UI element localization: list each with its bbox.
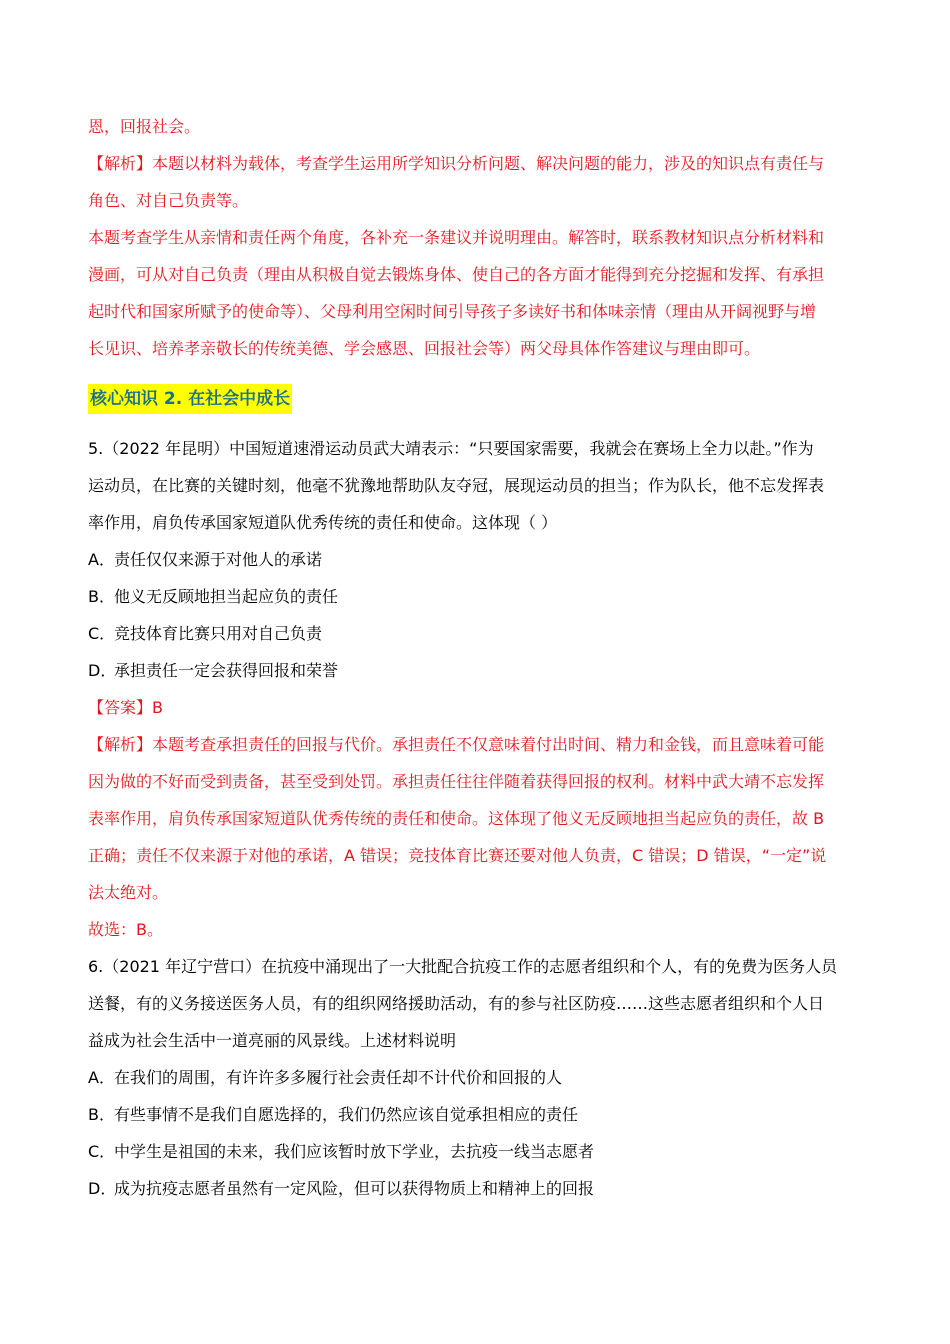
q4-analysis-line: 本题考查学生从亲情和责任两个角度，各补充一条建议并说明理由。解答时，联系教材知识点分析材料和	[88, 228, 825, 247]
option-text: 成为抗疫志愿者虽然有一定风险，但可以获得物质上和精神上的回报	[114, 1179, 595, 1198]
option-letter: A．	[88, 1068, 115, 1087]
q5-choice: 故选：B。	[88, 920, 163, 939]
q6-option-a	[88, 1059, 868, 1096]
q5-stem-line: 率作用，肩负传承国家短道队优秀传统的责任和使命。这体现（ ）	[88, 513, 558, 532]
option-text: 竞技体育比赛只用对自己负责	[114, 624, 323, 643]
q6-option-c	[88, 1133, 868, 1170]
q5-analysis-line: 表率作用，肩负传承国家短道队优秀传统的责任和使命。这体现了他义无反顾地担当起应负的责任，故 B	[88, 809, 825, 828]
q4-analysis-line: 角色、对自己负责等。	[88, 191, 249, 210]
q5-analysis-line: 因为做的不好而受到责备，甚至受到处罚。承担责任往往伴随着获得回报的权利。材料中武大靖不忘发挥	[88, 772, 825, 791]
option-text: 中学生是祖国的未来，我们应该暂时放下学业，去抗疫一线当志愿者	[114, 1142, 595, 1161]
q4-analysis-line: 长见识、培养孝亲敬长的传统美德、学会感恩、回报社会等）两父母具体作答建议与理由即可。	[88, 339, 761, 358]
option-letter: A．	[88, 550, 115, 569]
q6-option-b	[88, 1096, 868, 1133]
q5-option-c	[88, 615, 868, 652]
q5-option-b	[88, 578, 868, 615]
q6-stem-line: 益成为社会生活中一道亮丽的风景线。上述材料说明	[88, 1031, 457, 1050]
document-page	[88, 108, 868, 1207]
option-text: 责任仅仅来源于对他人的承诺	[114, 550, 323, 569]
q5-analysis-line: 正确；责任不仅来源于对他的承诺，A 错误；竞技体育比赛还要对他人负责，C 错误；D 错误，“一定”说	[88, 846, 827, 865]
q5-stem-line: 5.（2022 年昆明）中国短道速滑运动员武大靖表示：“只要国家需要，我就会在赛场上全力以赴。”作为	[88, 439, 814, 458]
option-text: 在我们的周围，有许许多多履行社会责任却不计代价和回报的人	[114, 1068, 563, 1087]
q5-stem-line: 运动员，在比赛的关键时刻，他毫不犹豫地帮助队友夺冠，展现运动员的担当；作为队长，他不忘发挥表	[88, 476, 825, 495]
option-letter: D．	[88, 661, 117, 680]
option-letter: C．	[88, 624, 116, 643]
option-text: 承担责任一定会获得回报和荣誉	[114, 661, 339, 680]
option-text: 有些事情不是我们自愿选择的，我们仍然应该自觉承担相应的责任	[114, 1105, 579, 1124]
section-heading: 核心知识 2. 在社会中成长	[88, 384, 292, 414]
q4-analysis-line: 起时代和国家所赋予的使命等）、父母利用空闲时间引导孩子多读好书和体味亲情（理由从开阔视野与增	[88, 302, 817, 321]
q6-stem-line: 送餐，有的义务接送医务人员，有的组织网络援助活动，有的参与社区防疫……这些志愿者组织和个人日	[88, 994, 825, 1013]
option-letter: B．	[88, 587, 115, 606]
q6-stem-line: 6.（2021 年辽宁营口）在抗疫中涌现出了一大批配合抗疫工作的志愿者组织和个人，有的免费为医务人员	[88, 957, 838, 976]
option-letter: D．	[88, 1179, 117, 1198]
section-heading-row	[88, 380, 868, 417]
q5-option-a	[88, 541, 868, 578]
q4-answer-tail: 恩，回报社会。	[88, 117, 201, 136]
option-letter: B．	[88, 1105, 115, 1124]
q4-analysis-line: 漫画，可从对自己负责（理由从积极自觉去锻炼身体、使自己的各方面才能得到充分挖掘和发挥、有承担	[88, 265, 825, 284]
q5-answer: 【答案】B	[88, 698, 163, 717]
q6-option-d	[88, 1170, 868, 1207]
option-text: 他义无反顾地担当起应负的责任	[114, 587, 339, 606]
q4-analysis-line: 【解析】本题以材料为载体，考查学生运用所学知识分析问题、解决问题的能力，涉及的知识点有责任与	[88, 154, 825, 173]
q5-option-d	[88, 652, 868, 689]
q5-analysis-line: 【解析】本题考查承担责任的回报与代价。承担责任不仅意味着付出时间、精力和金钱，而且意味着可能	[88, 735, 825, 754]
q5-analysis-line: 法太绝对。	[88, 883, 169, 902]
option-letter: C．	[88, 1142, 116, 1161]
